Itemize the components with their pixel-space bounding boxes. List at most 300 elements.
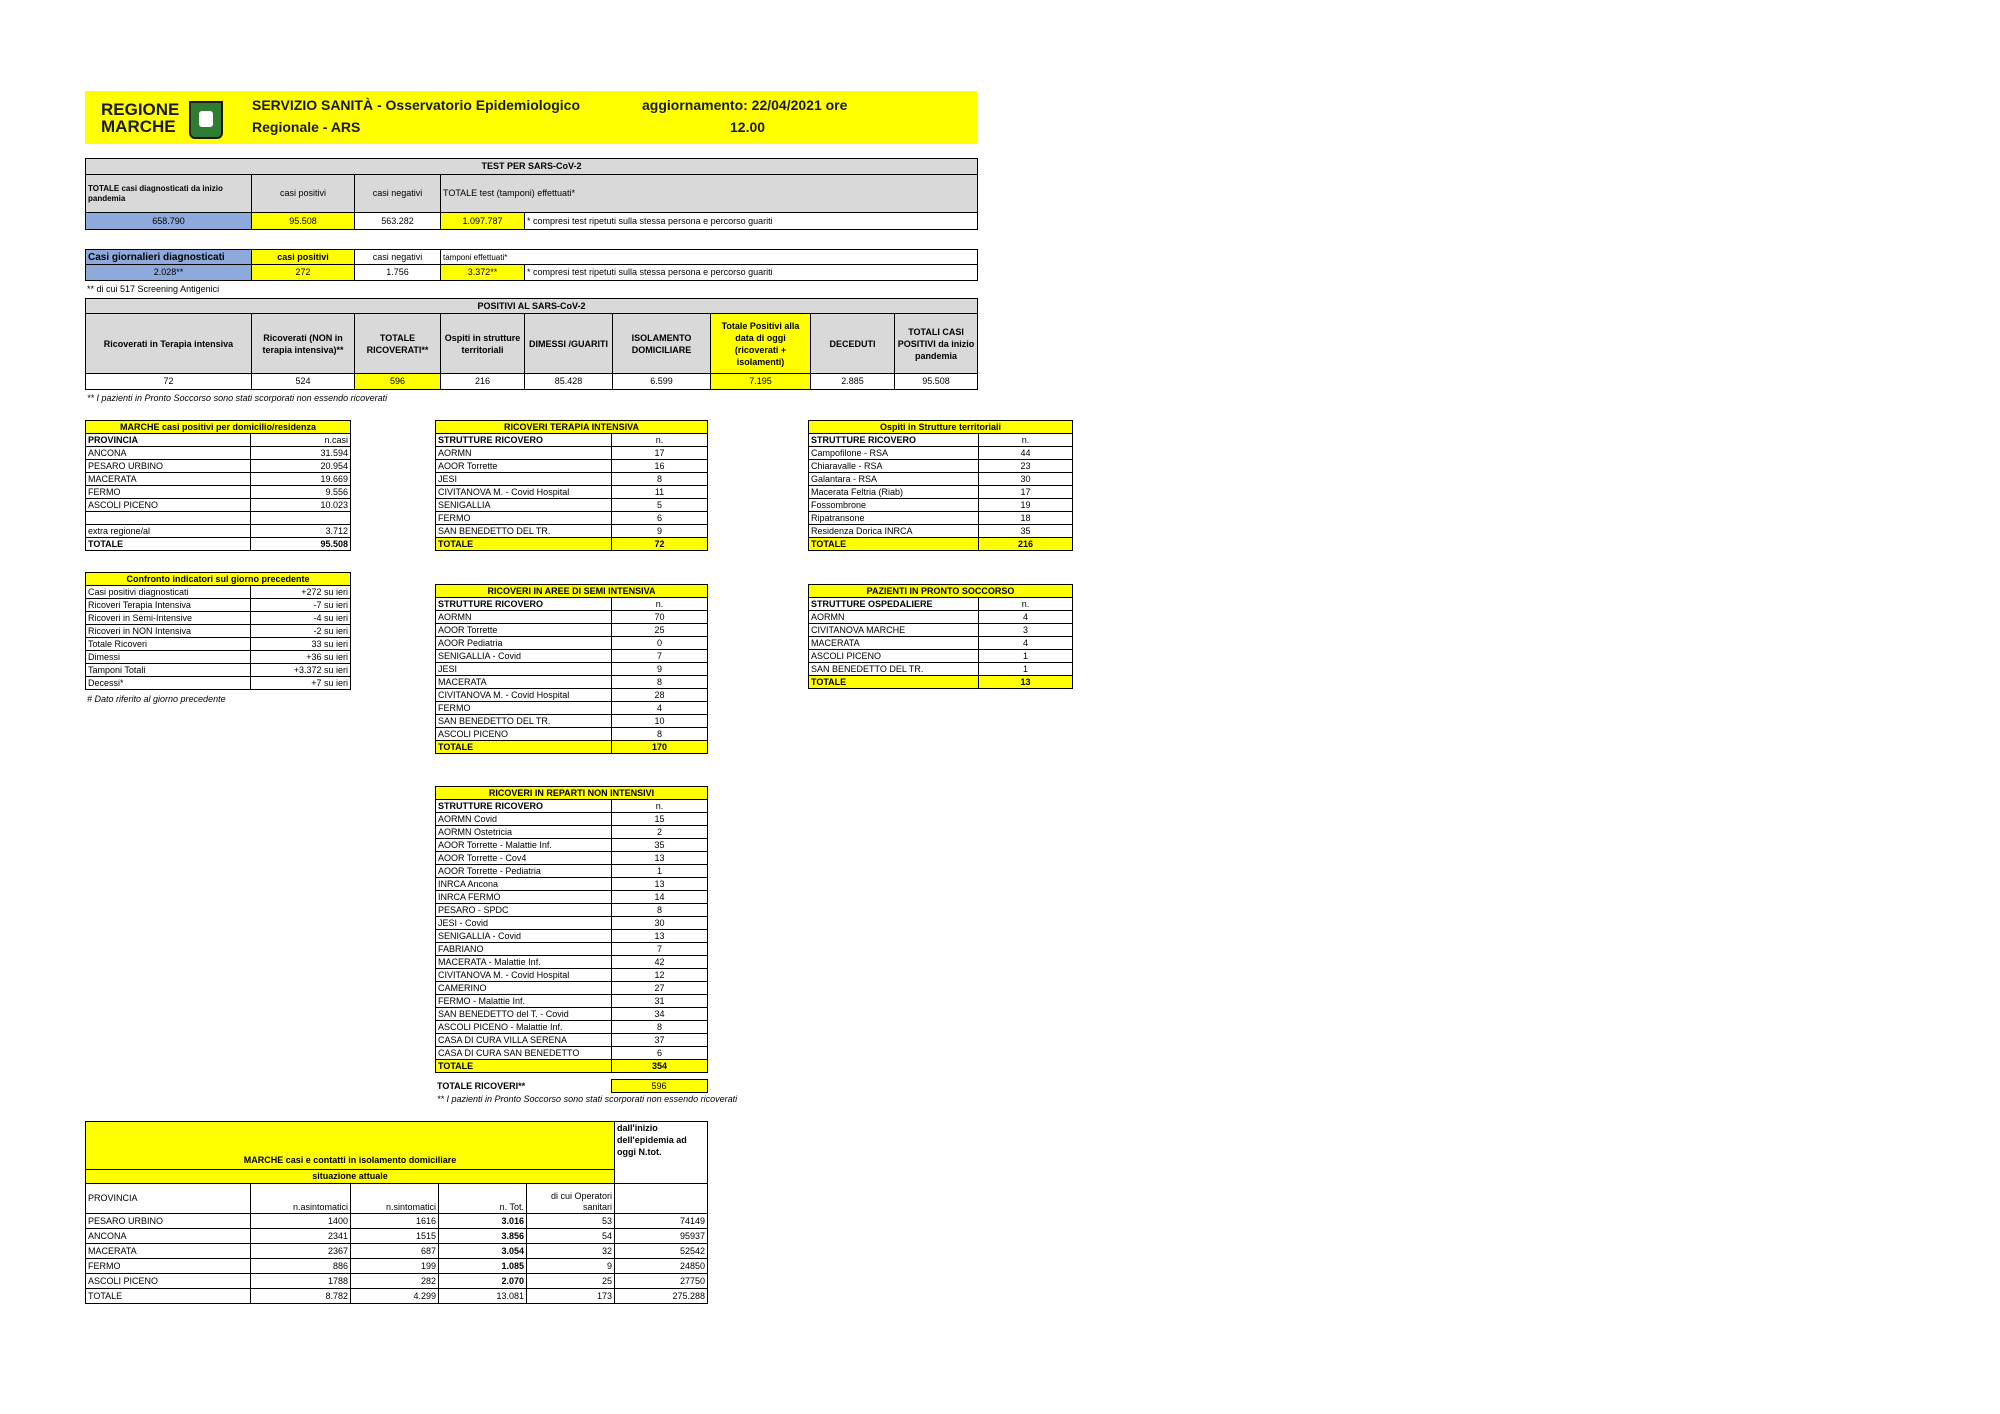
non-int-h-name: STRUTTURE RICOVERO (436, 800, 612, 813)
test-v-totale: 658.790 (86, 213, 252, 230)
non-int-row-name: CASA DI CURA VILLA SERENA (436, 1034, 612, 1047)
isolamento-row (86, 1229, 708, 1244)
provincia-row (86, 512, 351, 525)
update-time: 12.00 (730, 119, 766, 135)
test-v-tamponi: 1.097.787 (441, 213, 525, 230)
update-date: aggiornamento: 22/04/2021 ore (642, 97, 848, 113)
confronto-row-name: Totale Ricoveri (86, 638, 251, 651)
positivi-header: Ospiti in strutture territoriali (441, 314, 525, 374)
non-int-row-name: FERMO - Malattie Inf. (436, 995, 612, 1008)
daily-v-giornalieri: 2.028** (86, 265, 252, 281)
non-int-row-value: 27 (612, 982, 708, 995)
non-int-row (436, 969, 708, 982)
non-int-row-name: PESARO - SPDC (436, 904, 612, 917)
ospiti-row-name: Macerata Feltria (Riab) (809, 486, 979, 499)
service-title: SERVIZIO SANITÀ - Osservatorio Epidemiologico (252, 97, 581, 113)
isolamento-row-asint: 886 (251, 1259, 351, 1274)
semi-row-name: JESI (436, 663, 612, 676)
ospiti-row-name: Ripatransone (809, 512, 979, 525)
semi-row-name: AOOR Pediatria (436, 637, 612, 650)
isolamento-total-inizio: 275.288 (615, 1289, 708, 1304)
confronto-footnote: # Dato riferito al giorno precedente (87, 694, 226, 704)
positivi-footnote: ** I pazienti in Pronto Soccorso sono stati scorporati non essendo ricoverati (87, 393, 388, 403)
positivi-header: DIMESSI /GUARITI (525, 314, 613, 374)
non-int-table (435, 786, 708, 1073)
ospiti-row-name: Galantara - RSA (809, 473, 979, 486)
semi-row-value: 8 (612, 676, 708, 689)
semi-row (436, 728, 708, 741)
ti-row (436, 486, 708, 499)
isolamento-row-sint: 282 (351, 1274, 439, 1289)
ps-title: PAZIENTI IN PRONTO SOCCORSO (809, 585, 1073, 598)
ospiti-row-value: 19 (979, 499, 1073, 512)
ti-row-name: JESI (436, 473, 612, 486)
isolamento-total-sint: 4.299 (351, 1289, 439, 1304)
semi-row-name: CIVITANOVA M. - Covid Hospital (436, 689, 612, 702)
non-int-row-value: 8 (612, 1021, 708, 1034)
non-int-row-value: 13 (612, 878, 708, 891)
ospiti-total-label: TOTALE (809, 538, 979, 551)
provincia-row (86, 460, 351, 473)
ps-row (809, 663, 1073, 676)
test-table (85, 158, 978, 230)
provincia-table (85, 420, 351, 551)
semi-row (436, 702, 708, 715)
isolamento-row-sint: 199 (351, 1259, 439, 1274)
positivi-value: 524 (252, 374, 355, 390)
provincia-row-name: ASCOLI PICENO (86, 499, 251, 512)
isolamento-h-asint: n.asintomatici (251, 1184, 351, 1214)
provincia-row (86, 486, 351, 499)
logo-line1: REGIONE (101, 100, 180, 119)
grand-total-value: 596 (611, 1080, 707, 1093)
ti-total-label: TOTALE (436, 538, 612, 551)
test-h-totale: TOTALE casi diagnosticati da inizio pandemia (86, 175, 252, 213)
ti-row-name: SENIGALLIA (436, 499, 612, 512)
grand-total-label: TOTALE RICOVERI** (437, 1080, 526, 1091)
ti-total-value: 72 (612, 538, 708, 551)
ospiti-table (808, 420, 1073, 551)
isolamento-h-oper: di cui Operatori sanitari (527, 1184, 615, 1214)
isolamento-row-tot: 1.085 (439, 1259, 527, 1274)
semi-row (436, 650, 708, 663)
isolamento-row-sint: 1616 (351, 1214, 439, 1229)
ospiti-row (809, 447, 1073, 460)
confronto-row-name: Casi positivi diagnosticati (86, 586, 251, 599)
non-int-row-value: 6 (612, 1047, 708, 1060)
non-int-row-name: AORMN Ostetricia (436, 826, 612, 839)
isolamento-row-tot: 3.856 (439, 1229, 527, 1244)
provincia-row-name: ANCONA (86, 447, 251, 460)
isolamento-h-tot: n. Tot. (439, 1184, 527, 1214)
daily-table (85, 249, 978, 281)
daily-footnote: ** di cui 517 Screening Antigenici (87, 284, 220, 294)
non-int-row-value: 12 (612, 969, 708, 982)
isolamento-row-inizio: 95937 (615, 1229, 708, 1244)
non-int-row (436, 865, 708, 878)
non-int-row (436, 1008, 708, 1021)
daily-h-giornalieri: Casi giornalieri diagnosticati (86, 250, 252, 265)
ti-row-value: 5 (612, 499, 708, 512)
isolamento-row-oper: 9 (527, 1259, 615, 1274)
ti-row (436, 499, 708, 512)
ti-row-name: AORMN (436, 447, 612, 460)
isolamento-row-sint: 1515 (351, 1229, 439, 1244)
provincia-row-name: extra regione/al (86, 525, 251, 538)
semi-total-label: TOTALE (436, 741, 612, 754)
non-int-row-value: 15 (612, 813, 708, 826)
isolamento-row-oper: 25 (527, 1274, 615, 1289)
confronto-row-value: -7 su ieri (251, 599, 351, 612)
confronto-row (86, 599, 351, 612)
provincia-row (86, 447, 351, 460)
ospiti-title: Ospiti in Strutture territoriali (809, 421, 1073, 434)
non-int-total-label: TOTALE (436, 1060, 612, 1073)
semi-row (436, 637, 708, 650)
isolamento-total-label: TOTALE (86, 1289, 251, 1304)
ti-row-name: FERMO (436, 512, 612, 525)
ps-row-value: 4 (979, 611, 1073, 624)
non-int-row-value: 34 (612, 1008, 708, 1021)
ti-row-value: 8 (612, 473, 708, 486)
ospiti-row-name: Residenza Dorica INRCA (809, 525, 979, 538)
isolamento-row (86, 1214, 708, 1229)
ospiti-row-name: Chiaravalle - RSA (809, 460, 979, 473)
positivi-header: DECEDUTI (811, 314, 895, 374)
positivi-header: ISOLAMENTO DOMICILIARE (613, 314, 711, 374)
provincia-row (86, 525, 351, 538)
confronto-row (86, 586, 351, 599)
isolamento-row-tot: 2.070 (439, 1274, 527, 1289)
ti-table (435, 420, 708, 551)
non-int-row (436, 956, 708, 969)
provincia-total-label: TOTALE (86, 538, 251, 551)
positivi-value: 95.508 (895, 374, 978, 390)
non-int-row (436, 930, 708, 943)
semi-row-value: 70 (612, 611, 708, 624)
non-int-row-value: 42 (612, 956, 708, 969)
positivi-value: 72 (86, 374, 252, 390)
ps-row (809, 650, 1073, 663)
isolamento-total-tot: 13.081 (439, 1289, 527, 1304)
confronto-row (86, 651, 351, 664)
ps-total-value: 13 (979, 676, 1073, 689)
daily-h-tamponi: tamponi effettuati* (441, 250, 978, 265)
isolamento-row-asint: 1400 (251, 1214, 351, 1229)
non-int-row-name: INRCA FERMO (436, 891, 612, 904)
confronto-row-name: Decessi* (86, 677, 251, 690)
positivi-value: 2.885 (811, 374, 895, 390)
semi-row-name: SAN BENEDETTO DEL TR. (436, 715, 612, 728)
non-int-row-name: SAN BENEDETTO del T. - Covid (436, 1008, 612, 1021)
isolamento-total-oper: 173 (527, 1289, 615, 1304)
semi-row-value: 28 (612, 689, 708, 702)
non-int-row-value: 31 (612, 995, 708, 1008)
ospiti-row (809, 486, 1073, 499)
isolamento-row-asint: 2367 (251, 1244, 351, 1259)
daily-v-tamponi: 3.372** (441, 265, 525, 281)
positivi-value: 596 (355, 374, 441, 390)
positivi-value: 7.195 (711, 374, 811, 390)
isolamento-h-blank (615, 1184, 708, 1214)
positivi-header: Ricoverati (NON in terapia intensiva)** (252, 314, 355, 374)
non-int-row-name: CASA DI CURA SAN BENEDETTO (436, 1047, 612, 1060)
confronto-row-value: +36 su ieri (251, 651, 351, 664)
ospiti-row (809, 460, 1073, 473)
ospiti-row-value: 30 (979, 473, 1073, 486)
semi-row (436, 624, 708, 637)
ti-title: RICOVERI TERAPIA INTENSIVA (436, 421, 708, 434)
ps-row-value: 3 (979, 624, 1073, 637)
non-int-h-n: n. (612, 800, 708, 813)
confronto-row-value: -4 su ieri (251, 612, 351, 625)
ospiti-row (809, 512, 1073, 525)
non-int-row-name: ASCOLI PICENO - Malattie Inf. (436, 1021, 612, 1034)
non-int-footnote: ** I pazienti in Pronto Soccorso sono stati scorporati non essendo ricoverati (437, 1094, 738, 1104)
provincia-row-value: 20.954 (251, 460, 351, 473)
non-int-row (436, 1034, 708, 1047)
confronto-row-value: +3.372 su ieri (251, 664, 351, 677)
confronto-row-name: Ricoveri in Semi-Intensive (86, 612, 251, 625)
non-int-row-value: 37 (612, 1034, 708, 1047)
confronto-row (86, 638, 351, 651)
isolamento-row-oper: 32 (527, 1244, 615, 1259)
provincia-row-value: 19.669 (251, 473, 351, 486)
provincia-row-value (251, 512, 351, 525)
isolamento-row-name: PESARO URBINO (86, 1214, 251, 1229)
isolamento-row-inizio: 27750 (615, 1274, 708, 1289)
semi-h-name: STRUTTURE RICOVERO (436, 598, 612, 611)
semi-row (436, 689, 708, 702)
ti-row (436, 473, 708, 486)
isolamento-row (86, 1259, 708, 1274)
non-int-row-name: AORMN Covid (436, 813, 612, 826)
semi-title: RICOVERI IN AREE DI SEMI INTENSIVA (436, 585, 708, 598)
non-int-row (436, 891, 708, 904)
provincia-row-value: 9.556 (251, 486, 351, 499)
positivi-value: 6.599 (613, 374, 711, 390)
provincia-row (86, 499, 351, 512)
daily-note: * compresi test ripetuti sulla stessa persona e percorso guariti (525, 265, 978, 281)
semi-row-value: 0 (612, 637, 708, 650)
provincia-total-value: 95.508 (251, 538, 351, 551)
confronto-row-name: Ricoveri Terapia Intensiva (86, 599, 251, 612)
ps-row-value: 1 (979, 663, 1073, 676)
isolamento-row-inizio: 52542 (615, 1244, 708, 1259)
isolamento-row (86, 1274, 708, 1289)
ti-row (436, 525, 708, 538)
non-int-row-name: INRCA Ancona (436, 878, 612, 891)
confronto-row-value: +272 su ieri (251, 586, 351, 599)
ps-row-name: MACERATA (809, 637, 979, 650)
provincia-row-value: 10.023 (251, 499, 351, 512)
non-int-row (436, 982, 708, 995)
semi-row-value: 8 (612, 728, 708, 741)
semi-row-name: ASCOLI PICENO (436, 728, 612, 741)
ps-row-name: CIVITANOVA MARCHE (809, 624, 979, 637)
isolamento-title: MARCHE casi e contatti in isolamento domiciliare (86, 1122, 615, 1170)
provincia-row-name: PESARO URBINO (86, 460, 251, 473)
test-h-positivi: casi positivi (252, 175, 355, 213)
isolamento-row-tot: 3.054 (439, 1244, 527, 1259)
semi-row-name: FERMO (436, 702, 612, 715)
semi-row-name: AORMN (436, 611, 612, 624)
semi-row-value: 9 (612, 663, 708, 676)
test-table-title: TEST PER SARS-CoV-2 (86, 159, 978, 175)
service-subtitle: Regionale - ARS (252, 119, 361, 135)
test-note: * compresi test ripetuti sulla stessa persona e percorso guariti (525, 213, 978, 230)
semi-row-value: 10 (612, 715, 708, 728)
isolamento-row-tot: 3.016 (439, 1214, 527, 1229)
semi-row (436, 676, 708, 689)
non-int-row (436, 917, 708, 930)
confronto-title: Confronto indicatori sul giorno precedente (86, 573, 351, 586)
ospiti-row-name: Campofilone - RSA (809, 447, 979, 460)
isolamento-h-prov: PROVINCIA (86, 1184, 251, 1214)
non-int-row (436, 839, 708, 852)
ti-row-name: SAN BENEDETTO DEL TR. (436, 525, 612, 538)
ps-h-name: STRUTTURE OSPEDALIERE (809, 598, 979, 611)
isolamento-subtitle: situazione attuale (86, 1170, 615, 1184)
isolamento-row-sint: 687 (351, 1244, 439, 1259)
non-int-row-name: AOOR Torrette - Malattie Inf. (436, 839, 612, 852)
isolamento-row-asint: 2341 (251, 1229, 351, 1244)
ospiti-h-name: STRUTTURE RICOVERO (809, 434, 979, 447)
non-int-row (436, 813, 708, 826)
non-int-row-name: CAMERINO (436, 982, 612, 995)
isolamento-h-sint: n.sintomatici (351, 1184, 439, 1214)
semi-row-value: 4 (612, 702, 708, 715)
non-int-row (436, 878, 708, 891)
confronto-row-name: Dimessi (86, 651, 251, 664)
logo-line2: MARCHE (101, 117, 176, 136)
daily-v-negativi: 1.756 (355, 265, 441, 281)
confronto-table (85, 572, 351, 690)
ti-h-n: n. (612, 434, 708, 447)
isolamento-row-oper: 53 (527, 1214, 615, 1229)
non-int-row-value: 35 (612, 839, 708, 852)
ps-h-n: n. (979, 598, 1073, 611)
non-int-row-name: CIVITANOVA M. - Covid Hospital (436, 969, 612, 982)
positivi-value: 85.428 (525, 374, 613, 390)
confronto-row-name: Ricoveri in NON Intensiva (86, 625, 251, 638)
non-int-row-value: 2 (612, 826, 708, 839)
provincia-row-name: FERMO (86, 486, 251, 499)
isolamento-row-name: ASCOLI PICENO (86, 1274, 251, 1289)
ti-row-name: AOOR Torrette (436, 460, 612, 473)
ti-row-value: 9 (612, 525, 708, 538)
ps-row-value: 1 (979, 650, 1073, 663)
ps-total-label: TOTALE (809, 676, 979, 689)
ospiti-total-value: 216 (979, 538, 1073, 551)
non-int-row (436, 995, 708, 1008)
non-int-row-value: 7 (612, 943, 708, 956)
isolamento-row-oper: 54 (527, 1229, 615, 1244)
non-int-row-value: 1 (612, 865, 708, 878)
semi-row-value: 7 (612, 650, 708, 663)
non-int-row-value: 13 (612, 930, 708, 943)
ospiti-row (809, 473, 1073, 486)
non-int-row-name: SENIGALLIA - Covid (436, 930, 612, 943)
provincia-h-casi: n.casi (251, 434, 351, 447)
non-int-row (436, 943, 708, 956)
semi-row-name: MACERATA (436, 676, 612, 689)
semi-h-n: n. (612, 598, 708, 611)
non-int-row-name: AOOR Torrette - Pediatria (436, 865, 612, 878)
provincia-row-name: MACERATA (86, 473, 251, 486)
positivi-header: Ricoverati in Terapia intensiva (86, 314, 252, 374)
ti-row (436, 447, 708, 460)
non-int-row (436, 1021, 708, 1034)
ps-row-name: AORMN (809, 611, 979, 624)
grand-total-table (435, 1079, 708, 1093)
confronto-row (86, 625, 351, 638)
ospiti-row-value: 17 (979, 486, 1073, 499)
non-int-row (436, 852, 708, 865)
test-h-tamponi: TOTALE test (tamponi) effettuati* (441, 175, 978, 213)
isolamento-total-asint: 8.782 (251, 1289, 351, 1304)
confronto-row-value: 33 su ieri (251, 638, 351, 651)
isolamento-row-inizio: 74149 (615, 1214, 708, 1229)
daily-h-negativi: casi negativi (355, 250, 441, 265)
isolamento-row-inizio: 24850 (615, 1259, 708, 1274)
isolamento-row-asint: 1788 (251, 1274, 351, 1289)
coat-of-arms-icon (189, 101, 223, 139)
test-v-positivi: 95.508 (252, 213, 355, 230)
ospiti-row (809, 499, 1073, 512)
non-int-row-value: 30 (612, 917, 708, 930)
ti-h-name: STRUTTURE RICOVERO (436, 434, 612, 447)
provincia-row-name (86, 512, 251, 525)
confronto-row-value: +7 su ieri (251, 677, 351, 690)
isolamento-table (85, 1121, 708, 1304)
non-int-row-name: MACERATA - Malattie Inf. (436, 956, 612, 969)
ps-row-name: ASCOLI PICENO (809, 650, 979, 663)
ospiti-row (809, 525, 1073, 538)
semi-row-name: AOOR Torrette (436, 624, 612, 637)
regione-marche-logo (101, 99, 231, 139)
ps-row (809, 611, 1073, 624)
ti-row (436, 460, 708, 473)
ti-row-value: 17 (612, 447, 708, 460)
provincia-title: MARCHE casi positivi per domicilio/residenza (86, 421, 351, 434)
test-h-negativi: casi negativi (355, 175, 441, 213)
ps-row (809, 637, 1073, 650)
isolamento-row-name: ANCONA (86, 1229, 251, 1244)
provincia-h-prov: PROVINCIA (86, 434, 251, 447)
ti-row-value: 11 (612, 486, 708, 499)
test-v-negativi: 563.282 (355, 213, 441, 230)
ti-row-name: CIVITANOVA M. - Covid Hospital (436, 486, 612, 499)
confronto-row (86, 612, 351, 625)
ps-row-value: 4 (979, 637, 1073, 650)
positivi-header: TOTALE RICOVERATI** (355, 314, 441, 374)
non-int-row-name: AOOR Torrette - Cov4 (436, 852, 612, 865)
confronto-row-value: -2 su ieri (251, 625, 351, 638)
non-int-row-value: 13 (612, 852, 708, 865)
isolamento-row-name: FERMO (86, 1259, 251, 1274)
ospiti-row-value: 44 (979, 447, 1073, 460)
isolamento-row-name: MACERATA (86, 1244, 251, 1259)
ps-table (808, 584, 1073, 689)
semi-row-value: 25 (612, 624, 708, 637)
ospiti-row-value: 35 (979, 525, 1073, 538)
isolamento-row (86, 1244, 708, 1259)
semi-row (436, 715, 708, 728)
confronto-row (86, 664, 351, 677)
semi-table (435, 584, 708, 754)
non-int-row (436, 904, 708, 917)
